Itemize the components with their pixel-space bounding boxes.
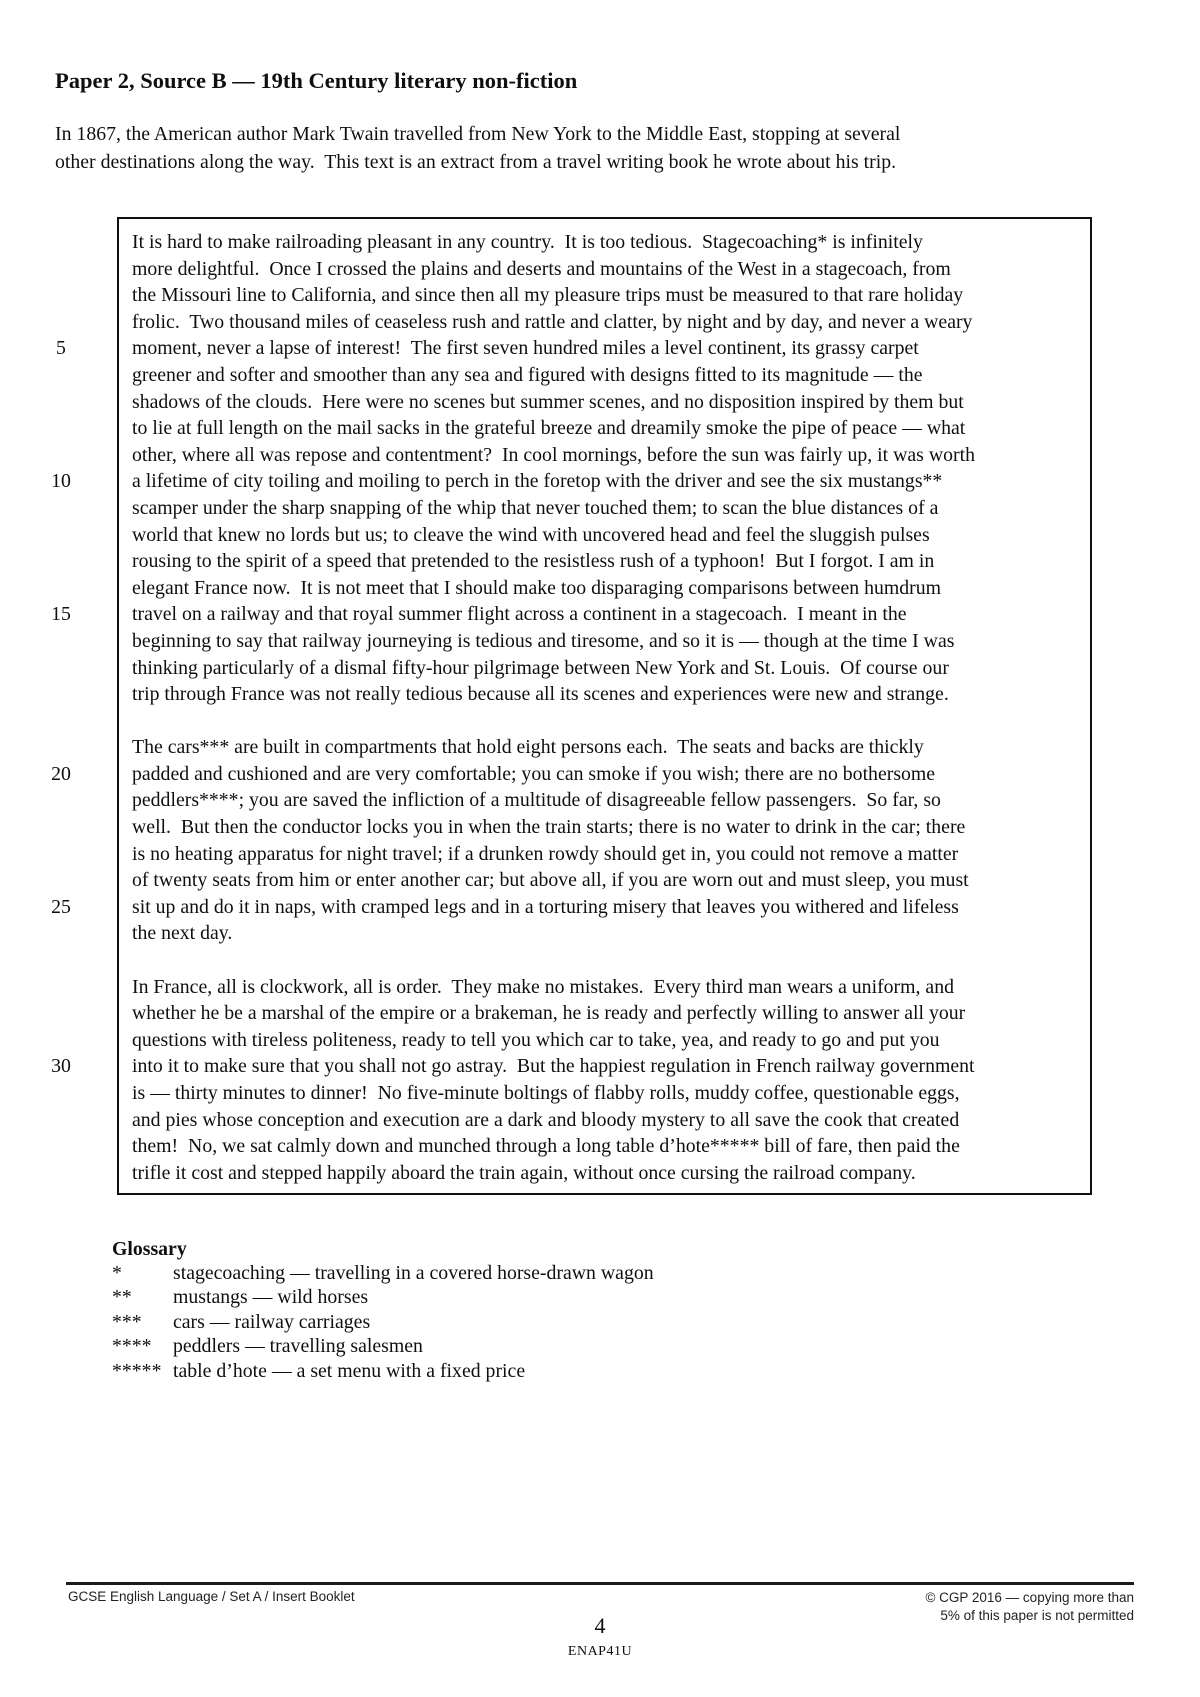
glossary-definition: peddlers — travelling salesmen [173,1335,423,1358]
glossary-symbol: **** [112,1335,152,1358]
glossary-symbol: * [112,1262,122,1284]
line-number-spacer [38,495,84,522]
passage-line: elegant France now. It is not meet that I should make too disparaging comparisons between humdrum [132,576,942,599]
passage-line: frolic. Two thousand miles of ceaseless rush and rattle and clatter, by night and by day, and never a weary [132,310,973,333]
glossary-heading: Glossary [112,1238,187,1260]
glossary-entry [112,1261,654,1285]
passage-line: sit up and do it in naps, with cramped legs and in a torturing misery that leaves you withered and lifeless [132,895,959,918]
line-number-spacer [38,1160,84,1187]
paper-code: ENAP41U [567,1644,633,1659]
line-number-spacer [38,1080,84,1107]
passage-line: well. But then the conductor locks you in when the train starts; there is no water to drink in the car; there [132,816,966,839]
line-number-spacer [38,1107,84,1134]
line-number-spacer [38,681,84,708]
line-number-spacer [38,841,84,868]
glossary-entry [112,1310,654,1334]
footer-copyright-line: © CGP 2016 — copying more than [925,1590,1134,1605]
passage-line: the next day. [132,922,233,945]
passage-line: them! No, we sat calmly down and munched through a long table d’hote***** bill of fare, then paid the [132,1135,960,1158]
line-number: 15 [51,603,71,626]
glossary-symbol: ***** [112,1359,162,1382]
line-number-spacer [38,362,84,389]
passage-line: greener and softer and smoother than any sea and figured with designs fitted to its magnitude — the [132,363,923,386]
passage-line: moment, never a lapse of interest! The first seven hundred miles a level continent, its grassy carpet [132,337,919,360]
passage-line: whether he be a marshal of the empire or a brakeman, he is ready and perfectly willing to answer all your [132,1002,966,1025]
passage-line: peddlers****; you are saved the infliction of a multitude of disagreeable fellow passengers. So far, so [132,789,941,812]
glossary-definition: table d’hote — a set menu with a fixed price [173,1359,526,1382]
passage-line: other, where all was repose and contentment? In cool mornings, before the sun was fairly up, it was worth [132,443,975,466]
line-number: 30 [51,1055,71,1078]
footer-copyright-line: 5% of this paper is not permitted [940,1607,1134,1623]
passage-line: trifle it cost and stepped happily aboard the train again, without once cursing the railroad company. [132,1161,916,1184]
line-number-spacer [38,548,84,575]
line-number-spacer [38,708,84,735]
footer-booklet-info: GCSE English Language / Set A / Insert Booklet [68,1589,355,1604]
glossary-entry [112,1334,654,1358]
passage-line: The cars*** are built in compartments that hold eight persons each. The seats and backs are thickly [132,736,924,759]
line-number: 10 [51,470,71,493]
line-number-spacer [38,256,84,283]
passage-line: thinking particularly of a dismal fifty-hour pilgrimage between New York and St. Louis. Of course our [132,656,949,679]
line-number-spacer [38,415,84,442]
line-number-spacer [38,920,84,947]
passage-line: and pies whose conception and execution are a dark and bloody mystery to all save the cook that created [132,1108,960,1131]
passage-line: padded and cushioned and are very comfortable; you can smoke if you wish; there are no bothersome [132,762,936,785]
line-number-spacer [38,309,84,336]
glossary [112,1237,654,1383]
passage-line: more delightful. Once I crossed the plains and deserts and mountains of the West in a stagecoach, from [132,257,951,280]
glossary-definition: cars — railway carriages [173,1310,371,1333]
line-number-spacer [38,1027,84,1054]
passage-line: beginning to say that railway journeying is tedious and tiresome, and so it is — though at the time I was [132,629,955,652]
glossary-definition: mustangs — wild horses [173,1286,369,1309]
passage-line: shadows of the clouds. Here were no scenes but summer scenes, and no disposition inspired by them but [132,390,964,413]
passage-line: into it to make sure that you shall not go astray. But the happiest regulation in French railway government [132,1055,975,1078]
passage-line: travel on a railway and that royal summer flight across a continent in a stagecoach. I meant in the [132,603,907,626]
glossary-entry [112,1285,654,1309]
glossary-symbol: ** [112,1286,132,1309]
line-number-spacer [38,389,84,416]
passage-lines [132,229,1083,1186]
line-number-spacer [38,1000,84,1027]
line-number-spacer [38,628,84,655]
line-number: 20 [51,762,71,785]
passage-line: of twenty seats from him or enter another car; but above all, if you are worn out and must sleep, you must [132,869,969,892]
passage-line: scamper under the sharp snapping of the whip that never touched them; to scan the blue distances of a [132,496,939,519]
line-number-spacer [38,1133,84,1160]
glossary-definition: stagecoaching — travelling in a covered horse-drawn wagon [173,1262,654,1284]
line-number-spacer [38,974,84,1001]
line-number-spacer [38,734,84,761]
passage-line: world that knew no lords but us; to cleave the wind with uncovered head and feel the sluggish pulses [132,523,930,546]
page-number: 4 [594,1613,606,1638]
passage-line: a lifetime of city toiling and moiling to perch in the foretop with the driver and see the six mustangs** [132,470,943,493]
line-number-gutter [38,229,84,1186]
line-number: 25 [51,895,71,918]
footer-rule [66,1582,1134,1585]
line-number-spacer [38,814,84,841]
line-number-spacer [38,947,84,974]
line-number-spacer [38,229,84,256]
intro-line: other destinations along the way. This text is an extract from a travel writing book he wrote about his trip. [55,150,897,173]
page-title: Paper 2, Source B — 19th Century literary non-fiction [55,68,578,93]
passage-line: questions with tireless politeness, ready to tell you which car to take, yea, and ready to go and put you [132,1028,940,1051]
passage-blank-line [132,708,1083,735]
passage-line: is — thirty minutes to dinner! No five-minute boltings of flabby rolls, muddy coffee, questionable eggs, [132,1082,960,1104]
line-number-spacer [38,575,84,602]
passage-line: It is hard to make railroading pleasant in any country. It is too tedious. Stagecoaching* is infinitely [132,231,923,253]
line-number-spacer [38,522,84,549]
line-number: 5 [56,337,66,360]
passage-line: trip through France was not really tedious because all its scenes and experiences were new and strange. [132,683,949,706]
glossary-entry [112,1359,654,1383]
passage-line: the Missouri line to California, and since then all my pleasure trips must be measured to that rare holiday [132,284,964,307]
intro-line: In 1867, the American author Mark Twain travelled from New York to the Middle East, stopping at several [55,123,901,145]
glossary-symbol: *** [112,1310,142,1333]
passage-box [117,217,1092,1195]
passage-line: is no heating apparatus for night travel; if a drunken rowdy should get in, you could not remove a matter [132,842,959,865]
passage-line: to lie at full length on the mail sacks in the grateful breeze and dreamily smoke the pipe of peace — what [132,417,966,440]
passage-blank-line [132,947,1083,974]
passage-line: rousing to the spirit of a speed that pretended to the resistless rush of a typhoon! But I forgot. I am in [132,550,935,573]
line-number-spacer [38,867,84,894]
passage-line: In France, all is clockwork, all is order. They make no mistakes. Every third man wears a uniform, and [132,975,954,998]
intro-text [55,121,900,176]
line-number-spacer [38,787,84,814]
line-number-spacer [38,442,84,469]
line-number-spacer [38,655,84,682]
line-number-spacer [38,282,84,309]
